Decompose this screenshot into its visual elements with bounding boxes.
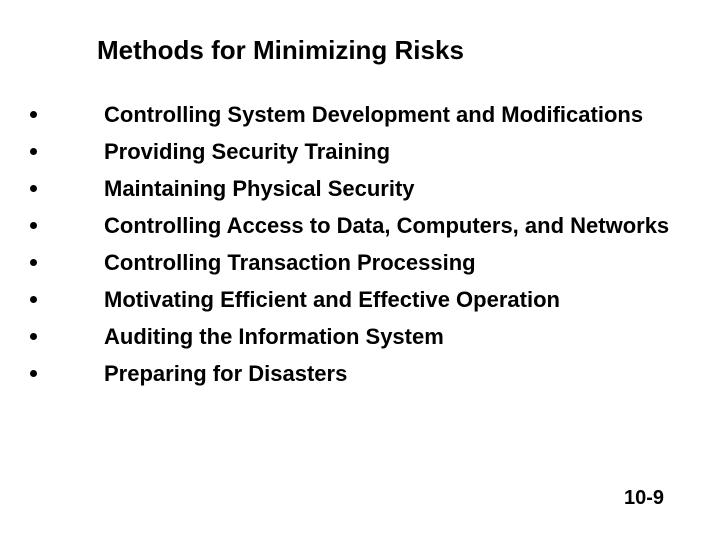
list-item-text: Controlling Access to Data, Computers, and Networks: [104, 213, 670, 238]
bullet-dot-icon: [30, 259, 37, 266]
bullet-dot-icon: [30, 296, 37, 303]
list-item-text: Controlling Transaction Processing: [104, 250, 476, 275]
list-item-text: Motivating Efficient and Effective Operation: [104, 287, 560, 312]
list-item-text: Preparing for Disasters: [104, 361, 348, 386]
bullet-dot-icon: [30, 185, 37, 192]
bullet-list: [0, 96, 690, 392]
bullet-dot-icon: [30, 370, 37, 377]
list-item: [0, 281, 690, 318]
list-item-text: Maintaining Physical Security: [104, 176, 415, 201]
list-item: [0, 318, 690, 355]
list-item: [0, 355, 690, 392]
list-item-text: Controlling System Development and Modifications: [104, 102, 644, 127]
bullet-dot-icon: [30, 222, 37, 229]
bullet-dot-icon: [30, 111, 37, 118]
slide-title: Methods for Minimizing Risks: [97, 35, 464, 65]
list-item: [0, 96, 690, 133]
list-item: [0, 133, 690, 170]
list-item: [0, 244, 690, 281]
list-item: [0, 207, 690, 244]
list-item-text: Providing Security Training: [104, 139, 391, 164]
list-item-text: Auditing the Information System: [104, 324, 444, 349]
bullet-dot-icon: [30, 333, 37, 340]
bullet-dot-icon: [30, 148, 37, 155]
slide-number: 10-9: [623, 487, 664, 509]
list-item: [0, 170, 690, 207]
